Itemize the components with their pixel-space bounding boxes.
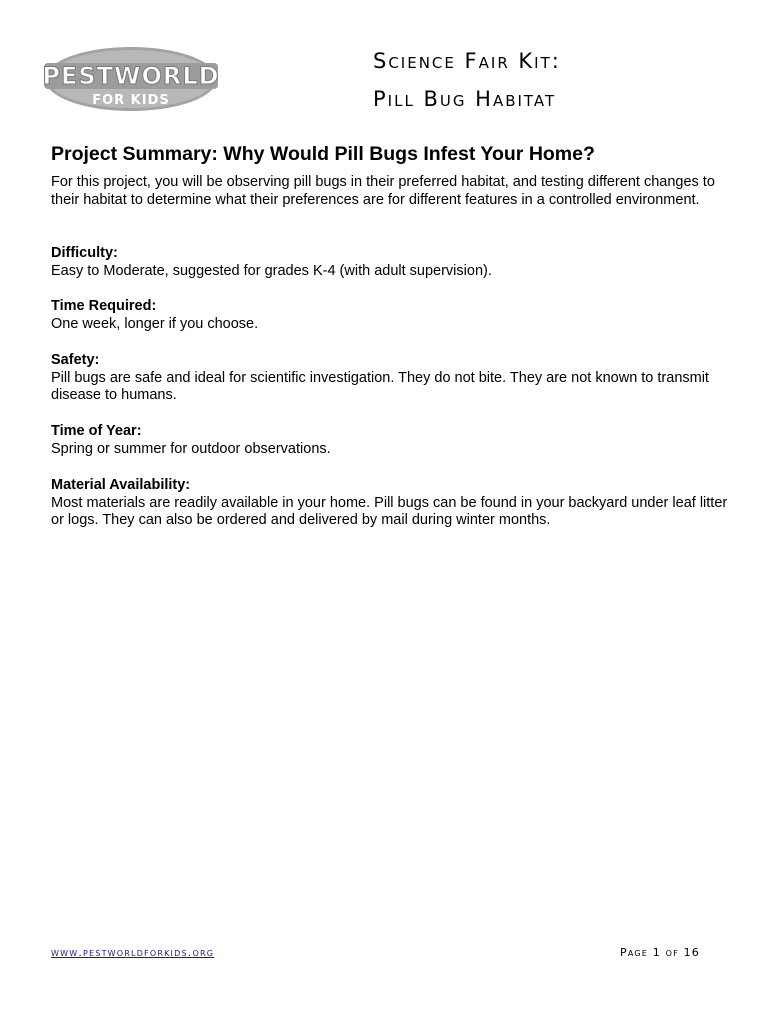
section-heading: Material Availability: [51, 477, 191, 493]
section-heading: Time of Year: [51, 423, 142, 439]
section-heading: Difficulty: [51, 245, 118, 261]
svg-text:PESTWORLD: PESTWORLD [42, 62, 220, 90]
header-title-line-1: Science Fair Kit: [373, 49, 561, 73]
section-text: Pill bugs are safe and ideal for scientific investigation. They do not bite. They are not known to transmit disease to humans. [51, 369, 709, 403]
svg-text:FOR KIDS: FOR KIDS [92, 93, 170, 108]
header-title-line-2: Pill Bug Habitat [373, 87, 557, 111]
section-safety [51, 352, 741, 405]
section-material-availability [51, 477, 741, 530]
section-heading: Safety: [51, 352, 100, 368]
pestworld-for-kids-logo [42, 45, 220, 113]
page-number: Page 1 of 16 [620, 946, 701, 959]
pestworldforkids-link[interactable]: www.pestworldforkids.org [51, 946, 215, 959]
section-time-of-year [51, 423, 741, 458]
project-intro-paragraph: For this project, you will be observing pill bugs in their preferred habitat, and testing different changes to their habitat to determine what their preferences are for different features in a controlled environment. [51, 174, 715, 208]
section-heading: Time Required: [51, 298, 157, 314]
section-difficulty [51, 245, 741, 280]
project-summary-title: Project Summary: Why Would Pill Bugs Infest Your Home? [51, 143, 595, 165]
section-text: Spring or summer for outdoor observations. [51, 440, 331, 457]
section-text: One week, longer if you choose. [51, 315, 259, 332]
section-text: Most materials are readily available in your home. Pill bugs can be found in your backyard under leaf litter or logs. They can also be ordered and delivered by mail during winter months. [51, 494, 728, 528]
section-text: Easy to Moderate, suggested for grades K-4 (with adult supervision). [51, 262, 492, 279]
section-time-required [51, 298, 741, 333]
